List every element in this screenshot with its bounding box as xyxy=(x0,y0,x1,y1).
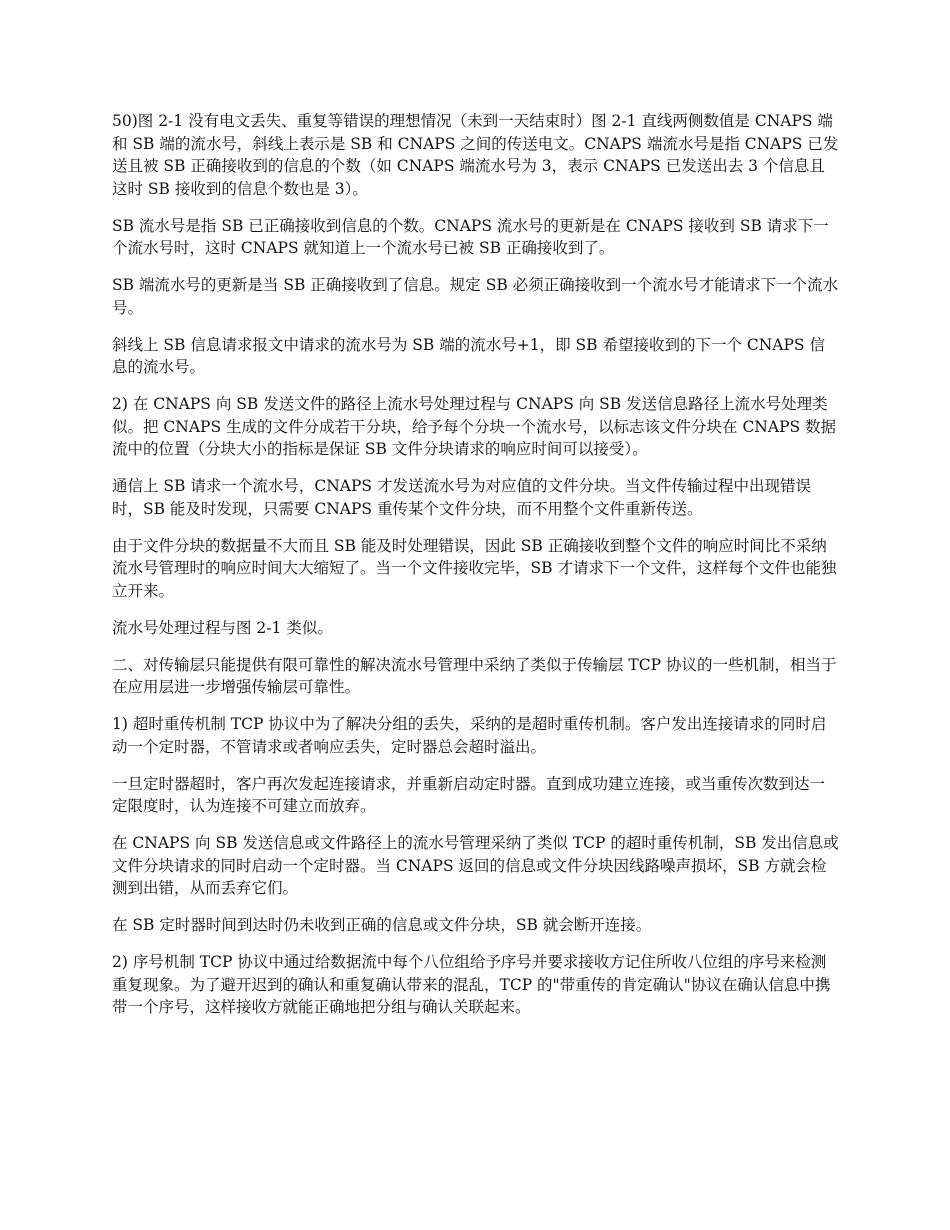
paragraph-4: 斜线上 SB 信息请求报文中请求的流水号为 SB 端的流水号+1，即 SB 希望接收到的下一个 CNAPS 信息的流水号。 xyxy=(112,335,825,376)
paragraph-14: 2) 序号机制 TCP 协议中通过给数据流中每个八位组给予序号并要求接收方记住所收八位组的序号来检测重复现象。为了避开迟到的确认和重复确认带来的混乱，TCP 的"带重传的肯定确认"协议在确认信息中携带一个序号，这样接收方就能正确地把分组与确认关联起来。 xyxy=(112,953,831,1016)
paragraph-10: 1) 超时重传机制 TCP 协议中为了解决分组的丢失，采纳的是超时重传机制。客户发出连接请求的同时启动一个定时器，不管请求或者响应丢失，定时器总会超时溢出。 xyxy=(112,715,827,756)
paragraph-7: 由于文件分块的数据量不大而且 SB 能及时处理错误，因此 SB 正确接收到整个文件的响应时间比不采纳流水号管理时的响应时间大大缩短了。当一个文件接收完毕，SB 才请求下一个文件，这样每个文件也能独立开来。 xyxy=(112,536,837,600)
paragraph-1: 50)图 2-1 没有电文丢失、重复等错误的理想情况（未到一天结束时）图 2-1 直线两侧数值是 CNAPS 端和 SB 端的流水号，斜线上表示是 SB 和 CNAPS 之间的传送电文。CNAPS 端流水号是指 CNAPS 已发送且被 SB 正确接收到的信息的个数（如 CNAPS 端流水号为 3，表示 CNAPS 已发送出去 3 个信息且这时 SB 接收到的信息个数也是 3）。 xyxy=(112,112,839,198)
paragraph-12: 在 CNAPS 向 SB 发送信息或文件路径上的流水号管理采纳了类似 TCP 的超时重传机制，SB 发出信息或文件分块请求的同时启动一个定时器。当 CNAPS 返回的信息或文件分块因线路噪声损坏，SB 方就会检测到出错，从而丢弃它们。 xyxy=(112,834,839,897)
paragraph-13: 在 SB 定时器时间到达时仍未收到正确的信息或文件分块，SB 就会断开连接。 xyxy=(112,916,652,934)
document-page xyxy=(112,110,840,1033)
paragraph-3: SB 端流水号的更新是当 SB 正确接收到了信息。规定 SB 必须正确接收到一个流水号才能请求下一个流水号。 xyxy=(112,276,839,317)
paragraph-2: SB 流水号是指 SB 已正确接收到信息的个数。CNAPS 流水号的更新是在 CNAPS 接收到 SB 请求下一个流水号时，这时 CNAPS 就知道上一个流水号已被 SB 正确接收到了。 xyxy=(112,216,829,257)
paragraph-9: 二、对传输层只能提供有限可靠性的解决流水号管理中采纳了类似于传输层 TCP 协议的一些机制，相当于在应用层进一步增强传输层可靠性。 xyxy=(112,655,837,696)
paragraph-6: 通信上 SB 请求一个流水号，CNAPS 才发送流水号为对应值的文件分块。当文件传输过程中出现错误时，SB 能及时发现，只需要 CNAPS 重传某个文件分块，而不用整个文件重新传送。 xyxy=(112,477,811,518)
paragraph-8: 流水号处理过程与图 2-1 类似。 xyxy=(112,618,333,637)
paragraph-5: 2) 在 CNAPS 向 SB 发送文件的路径上流水号处理过程与 CNAPS 向 SB 发送信息路径上流水号处理类似。把 CNAPS 生成的文件分成若干分块，给予每个分块一个流水号，以标志该文件分块在 CNAPS 数据流中的位置（分块大小的指标是保证 SB 文件分块请求的响应时间可以接受）。 xyxy=(112,395,837,458)
paragraph-11: 一旦定时器超时，客户再次发起连接请求，并重新启动定时器。直到成功建立连接，或当重传次数到达一定限度时，认为连接不可建立而放弃。 xyxy=(112,774,826,815)
